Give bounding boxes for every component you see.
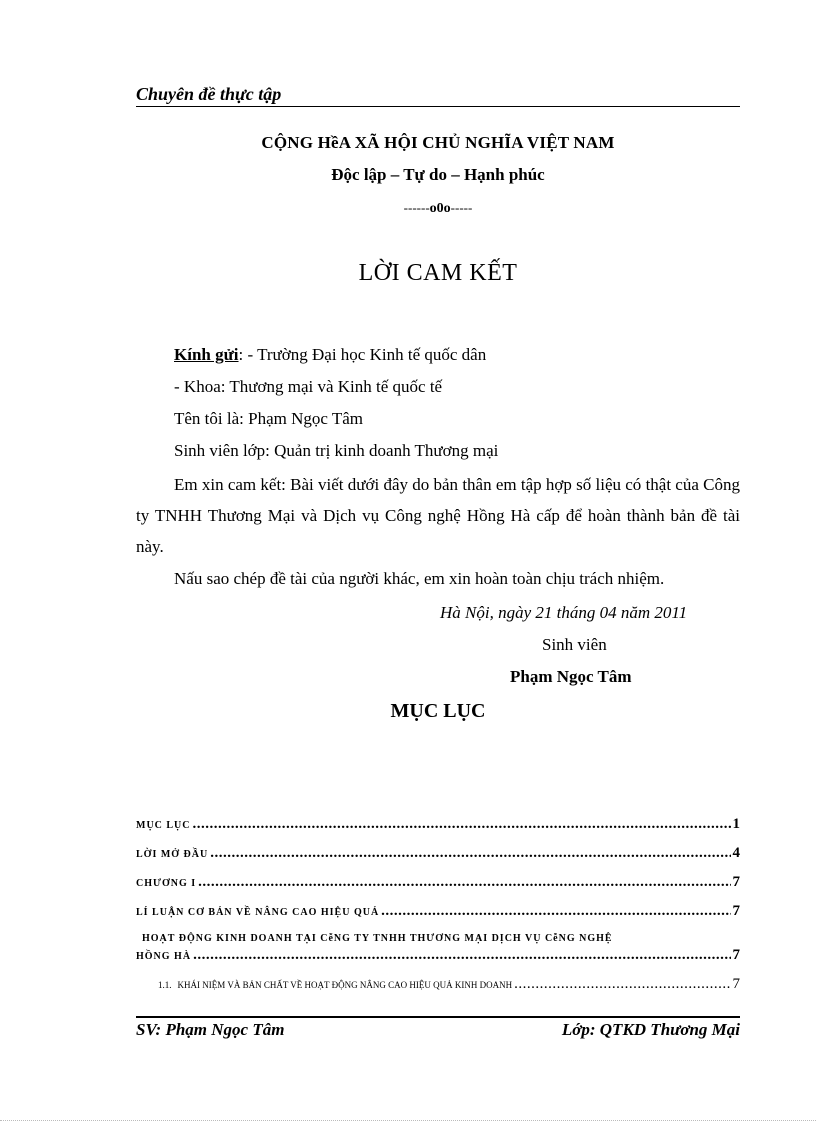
addressee-line (174, 345, 486, 365)
toc-leader-dots (514, 976, 730, 993)
toc-leader-dots (210, 845, 730, 862)
toc-entry[interactable] (136, 903, 740, 921)
toc-leader-dots (198, 874, 730, 891)
document-title: LỜI CAM KẾT (358, 260, 518, 286)
toc-entry-label: HOẠT ĐỘNG KINH DOANH TẠI CễNG TY TNHH THƯƠNG MẠI DỊCH VỤ CễNG NGHỆ (142, 933, 613, 944)
signer-role: Sinh viên (542, 635, 607, 654)
toc-page-number: 1 (732, 816, 740, 832)
ornament-divider (136, 200, 740, 217)
toc-entry-label: LỜI MỞ ĐẦU (136, 849, 209, 860)
toc-entry-label: HỒNG HÀ (136, 951, 192, 962)
footer-class: Lớp: QTKD Thương Mại (561, 1020, 740, 1039)
toc-entry[interactable] (136, 874, 740, 892)
kinh-gui-label: Kính gửi (174, 345, 239, 364)
toc-leader-dots (381, 903, 730, 920)
toc-page-number: 7 (732, 903, 740, 919)
toc-title: MỤC LỤC (390, 700, 486, 722)
toc-entry-label: LÍ LUẬN CƠ BẢN VỀ NÂNG CAO HIỆU QUẢ (136, 907, 380, 918)
student-name-line: Tên tôi là: Phạm Ngọc Tâm (174, 409, 364, 428)
toc-subentry-label: KHÁI NIỆM VÀ BẢN CHẤT VỀ HOẠT ĐỘNG NÂNG CAO HIỆU QUẢ KINH DOANH (177, 980, 513, 990)
header-rule (136, 106, 740, 107)
toc-entry-multiline-end[interactable] (136, 947, 740, 965)
footer-student: SV: Phạm Ngọc Tâm (136, 1020, 285, 1039)
ornament-left: ------ (403, 200, 430, 215)
pledge-paragraph: Em xin cam kết: Bài viết dưới đây do bản thân em tập hợp số liệu có thật của Công ty TNHH Thương Mại và Dịch vụ Công nghệ Hồng Hà cấp để hoàn thành bản đề tài này. (136, 475, 740, 556)
toc-page-number: 7 (732, 947, 740, 963)
toc-page-number: 4 (732, 845, 740, 861)
toc-subentry-number: 1.1. (158, 980, 172, 990)
responsibility-paragraph: Nấu sao chép đề tài của người khác, em xin hoàn toàn chịu trách nhiệm. (174, 569, 665, 588)
national-motto: Độc lập – Tự do – Hạnh phúc (331, 165, 545, 184)
toc-page-number: 7 (732, 874, 740, 890)
footer-rule (136, 1016, 740, 1018)
toc-entry-multiline[interactable] (142, 928, 740, 946)
toc-leader-dots (193, 947, 730, 964)
place-date: Hà Nội, ngày 21 tháng 04 năm 2011 (440, 603, 688, 622)
addressee-faculty: - Khoa: Thương mại và Kinh tế quốc tế (174, 377, 443, 396)
toc-entry-label: MỤC LỤC (136, 820, 191, 831)
signer-name: Phạm Ngọc Tâm (510, 667, 632, 686)
national-title: CỘNG HềA XÃ HỘI CHỦ NGHĨA VIỆT NAM (261, 133, 615, 152)
student-class-line: Sinh viên lớp: Quản trị kinh doanh Thương mại (174, 441, 499, 460)
ornament-right: ----- (450, 200, 473, 215)
page-edge (0, 1120, 816, 1121)
addressee-school: : - Trường Đại học Kinh tế quốc dân (238, 345, 487, 364)
toc-leader-dots (193, 816, 731, 833)
toc-entry-label: CHƯƠNG I (136, 878, 197, 889)
toc-entry[interactable] (136, 816, 740, 834)
header-title: Chuyên đề thực tập (136, 84, 282, 104)
toc-page-number: 7 (732, 976, 740, 992)
toc-subentry[interactable] (158, 976, 740, 994)
toc-entry[interactable] (136, 845, 740, 863)
ornament-mid: o0o (429, 201, 451, 216)
